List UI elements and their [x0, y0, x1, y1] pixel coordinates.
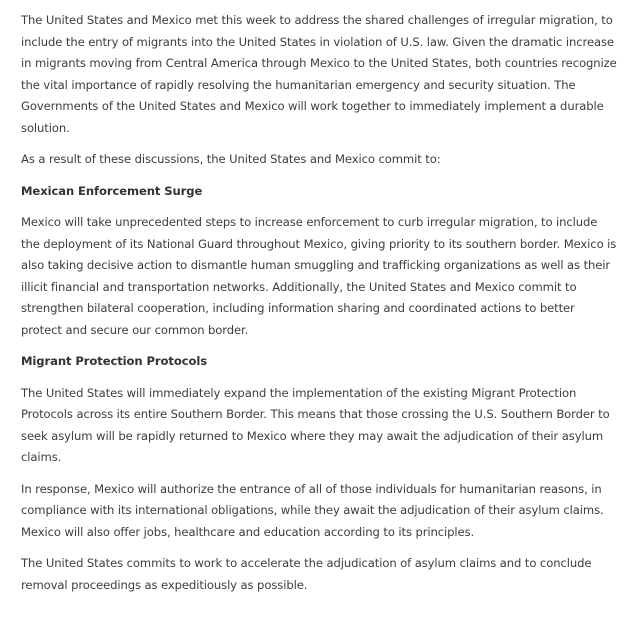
- section-heading-protocols: Migrant Protection Protocols: [21, 354, 208, 368]
- intro-paragraph: The United States and Mexico met this week to address the shared challenges of irregular migration, to include the entry of migrants into the United States in violation of U.S. law. Given the dramatic increase in migrants moving from Central America through Mexico to the United States, both countries recognize the vital importance of rapidly resolving the humanitarian emergency and security situation. The Governments of the United States and Mexico will work together to immediately implement a durable solution.: [21, 13, 617, 135]
- commitment-intro-paragraph: As a result of these discussions, the United States and Mexico commit to:: [21, 152, 441, 166]
- protocols-paragraph: The United States will immediately expand the implementation of the existing Migrant Protection Protocols across its entire Southern Border. This means that those crossing the U.S. Southern Border to seek asylum will be rapidly returned to Mexico where they may await the adjudication of their asylum claims.: [21, 385, 610, 464]
- mexico-response-paragraph: In response, Mexico will authorize the entrance of all of those individuals for humanitarian reasons, in compliance with its international obligations, while they await the adjudication of their asylum claims. Mexico will also offer jobs, healthcare and education according to its principles.: [21, 481, 604, 539]
- section-heading-enforcement: Mexican Enforcement Surge: [21, 183, 203, 198]
- asylum-commitment-paragraph: The United States commits to work to accelerate the adjudication of asylum claims and to conclude removal proceedings as expeditiously as possible.: [21, 556, 592, 592]
- enforcement-paragraph: Mexico will take unprecedented steps to increase enforcement to curb irregular migration, to include the deployment of its National Guard throughout Mexico, giving priority to its southern border. Mexico is also taking decisive action to dismantle human smuggling and trafficking organizations as well as their illicit financial and transportation networks. Additionally, the United States and Mexico commit to strengthen bilateral cooperation, including information sharing and coordinated actions to better protect and secure our common border.: [21, 215, 617, 337]
